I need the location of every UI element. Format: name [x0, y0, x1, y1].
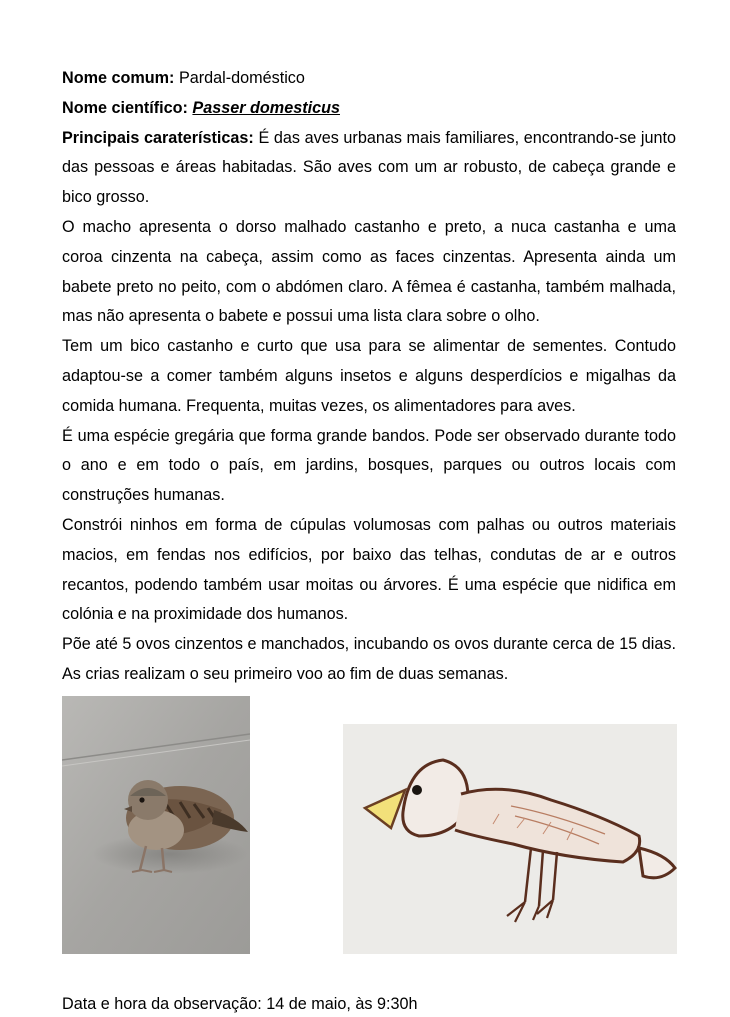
paragraph-diet: Tem um bico castanho e curto que usa para se alimentar de sementes. Contudo adaptou-se a comer também alguns insetos e alguns desperdícios e migalhas da comida humana. Frequenta, muitas vezes, os alimentadores para aves. — [62, 337, 676, 415]
species-sheet-text — [62, 64, 676, 690]
features-label: Principais caraterísticas: — [62, 128, 254, 147]
paragraph-appearance: O macho apresenta o dorso malhado castanho e preto, a nuca castanha e uma coroa cinzenta na cabeça, assim como as faces cinzentas. Apresenta ainda um babete preto no peito, com o abdómen claro. A fêmea é castanha, também malhada, mas não apresenta o babete e possui uma lista clara sobre o olho. — [62, 217, 676, 326]
common-name-value: Pardal-doméstico — [178, 69, 305, 87]
paragraph-habitat: É uma espécie gregária que forma grande bandos. Pode ser observado durante todo o ano e em todo o país, em jardins, bosques, parques ou outros locais com construções humanas. — [62, 426, 676, 505]
common-name-line — [62, 64, 676, 94]
scientific-name-line — [62, 94, 676, 124]
common-name-label: Nome comum: — [62, 69, 175, 87]
scientific-name-value: Passer domesticus — [192, 98, 340, 117]
paragraph-nesting: Constrói ninhos em forma de cúpulas volumosas com palhas ou outros materiais macios, em fendas nos edifícios, por baixo das telhas, condutas de ar e outros recantos, podendo também usar moitas ou árvores. É uma espécie que nidifica em colónia e na proximidade dos humanos. — [62, 515, 676, 624]
scientific-name-label: Nome científico: — [62, 98, 188, 117]
child-drawing-of-sparrow — [343, 724, 677, 954]
observation-date: Data e hora da observação: 14 de maio, às 9:30h — [62, 995, 418, 1013]
paragraph-text: É das aves urbanas mais familiares, encontrando-se junto das pessoas e áreas habitadas. São aves com um ar robusto, de cabeça grande e bico grosso. — [62, 128, 676, 207]
paragraph-reproduction: Põe até 5 ovos cinzentos e manchados, incubando os ovos durante cerca de 15 dias. As crias realizam o seu primeiro voo ao fim de duas semanas. — [62, 635, 676, 683]
sparrow-photo — [62, 696, 250, 954]
paragraph-features — [62, 124, 676, 213]
